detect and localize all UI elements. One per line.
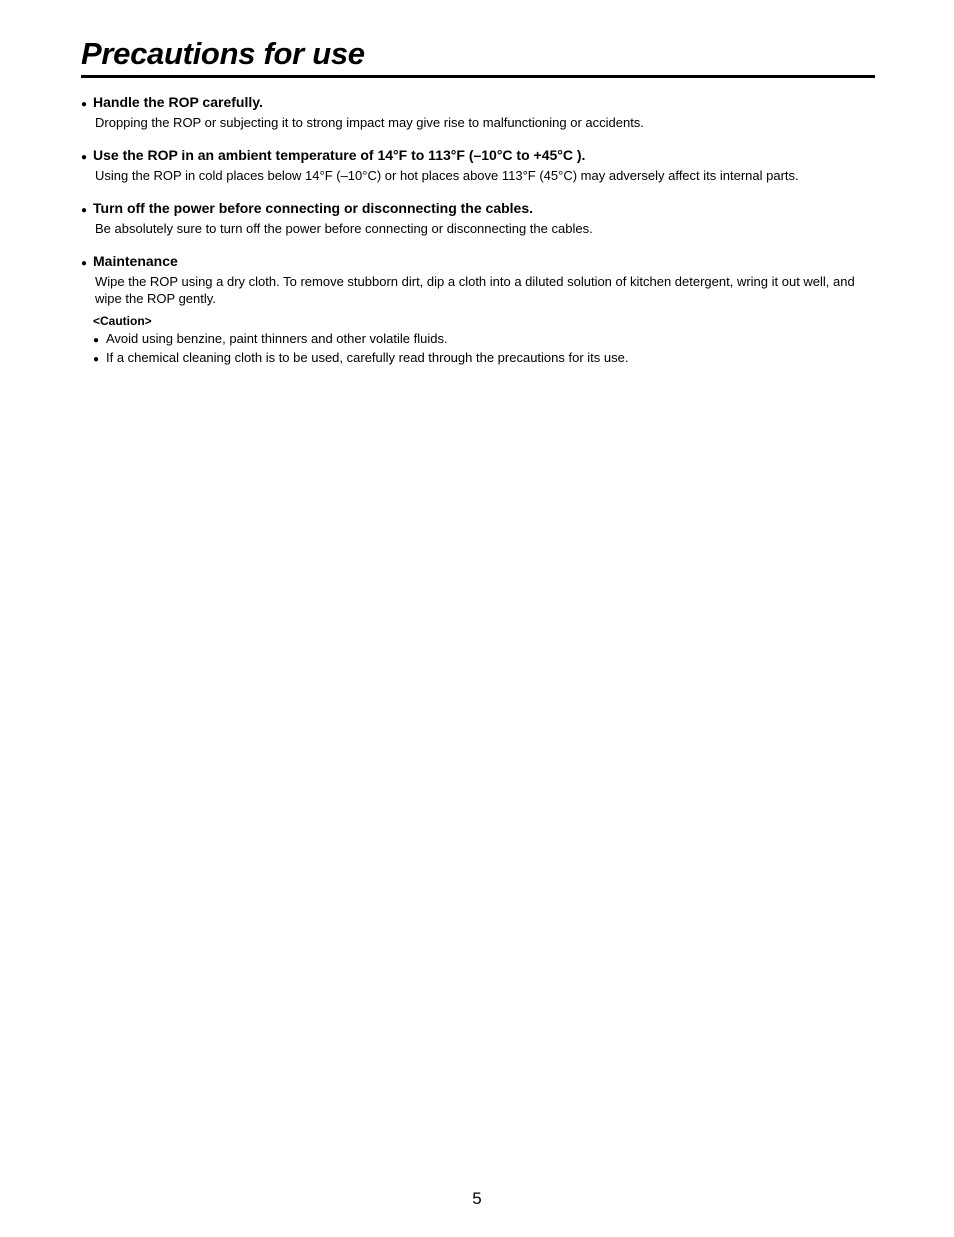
bullet-icon: ●	[81, 258, 88, 269]
title-rule	[81, 75, 875, 78]
page-title: Precautions for use	[81, 36, 365, 71]
section-body: Wipe the ROP using a dry cloth. To remove stubborn dirt, dip a cloth into a diluted solution of kitchen detergent, wring it out well, and wipe the ROP gently.	[95, 274, 855, 306]
section-heading-text: Maintenance	[93, 253, 178, 269]
precaution-ambient-temperature	[81, 146, 871, 184]
bullet-icon: ●	[81, 99, 88, 110]
caution-item-text: If a chemical cleaning cloth is to be used, carefully read through the precautions for its use.	[106, 350, 629, 365]
section-heading-text: Turn off the power before connecting or disconnecting the cables.	[93, 200, 534, 216]
precaution-maintenance	[81, 252, 871, 307]
section-heading-text: Use the ROP in an ambient temperature of 14°F to 113°F (–10°C to +45°C ).	[93, 147, 586, 163]
section-heading	[81, 93, 871, 114]
section-heading	[81, 146, 871, 167]
section-heading-text: Handle the ROP carefully.	[93, 94, 263, 110]
section-heading	[81, 199, 871, 220]
bullet-icon: ●	[81, 205, 88, 216]
bullet-icon: ●	[93, 354, 100, 365]
page-number: 5	[472, 1189, 482, 1208]
bullet-icon: ●	[81, 152, 88, 163]
section-body: Dropping the ROP or subjecting it to strong impact may give rise to malfunctioning or accidents.	[95, 115, 644, 130]
caution-block	[93, 313, 863, 368]
precaution-power-off	[81, 199, 871, 237]
precaution-handle-carefully	[81, 93, 871, 131]
caution-label: <Caution>	[93, 314, 152, 328]
bullet-icon: ●	[93, 335, 100, 346]
caution-item	[93, 349, 863, 368]
section-heading	[81, 252, 871, 273]
section-body: Be absolutely sure to turn off the power before connecting or disconnecting the cables.	[95, 221, 593, 236]
caution-item	[93, 330, 863, 349]
section-body: Using the ROP in cold places below 14°F (–10°C) or hot places above 113°F (45°C) may adversely affect its internal parts.	[95, 168, 799, 183]
caution-item-text: Avoid using benzine, paint thinners and other volatile fluids.	[106, 331, 448, 346]
